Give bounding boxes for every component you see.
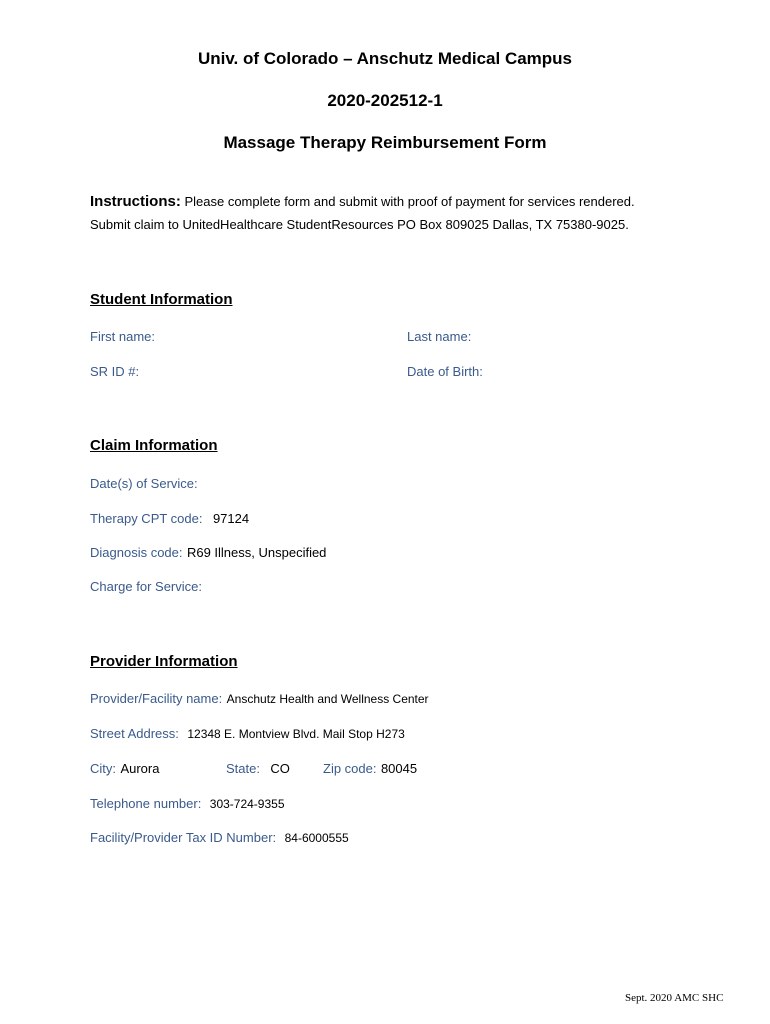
instructions-line-1 (90, 193, 635, 210)
state-value: CO (270, 761, 290, 776)
srid-label: SR ID #: (90, 364, 140, 379)
cpt-code-value: 97124 (212, 511, 250, 526)
cpt-code-row (90, 510, 249, 528)
charge-label: Charge for Service: (90, 579, 202, 594)
city-row (90, 760, 159, 778)
student-info-heading: Student Information (90, 291, 233, 308)
diagnosis-code-value: R69 Illness, Unspecified (186, 545, 327, 560)
instructions-text-1: Please complete form and submit with proof of payment for services rendered. (184, 194, 635, 209)
tax-id-label: Facility/Provider Tax ID Number: (90, 830, 277, 845)
cpt-code-label: Therapy CPT code: (90, 511, 203, 526)
claim-info-heading: Claim Information (90, 437, 218, 454)
zip-row (323, 760, 417, 778)
dates-of-service-label: Date(s) of Service: (90, 476, 198, 491)
form-number: 2020-202512-1 (327, 91, 443, 110)
form-title: Massage Therapy Reimbursement Form (223, 133, 547, 152)
tax-id-value: 84-6000555 (284, 831, 349, 845)
last-name-label: Last name: (407, 329, 472, 344)
zip-code-label: Zip code: (323, 761, 377, 776)
street-address-value: 12348 E. Montview Blvd. Mail Stop H273 (187, 727, 405, 741)
diagnosis-row (90, 544, 326, 562)
state-label: State: (226, 761, 260, 776)
telephone-label: Telephone number: (90, 796, 202, 811)
dob-label: Date of Birth: (407, 364, 483, 379)
instructions-label: Instructions: (90, 193, 181, 210)
state-row (226, 760, 290, 778)
facility-name-label: Provider/Facility name: (90, 691, 223, 706)
street-row (90, 725, 405, 743)
diagnosis-code-label: Diagnosis code: (90, 545, 183, 560)
footer-note: Sept. 2020 AMC SHC (625, 992, 724, 1004)
phone-row (90, 795, 285, 813)
institution-title: Univ. of Colorado – Anschutz Medical Campus (197, 49, 573, 68)
taxid-row (90, 829, 349, 847)
city-label: City: (90, 761, 116, 776)
facility-row (90, 690, 429, 708)
zip-code-value: 80045 (380, 761, 418, 776)
street-address-label: Street Address: (90, 726, 179, 741)
provider-info-heading: Provider Information (90, 653, 238, 670)
first-name-label: First name: (90, 329, 156, 344)
city-value: Aurora (120, 761, 160, 776)
facility-name-value: Anschutz Health and Wellness Center (226, 692, 429, 706)
telephone-value: 303-724-9355 (209, 797, 285, 811)
instructions-line-2: Submit claim to UnitedHealthcare StudentResources PO Box 809025 Dallas, TX 75380-9025. (90, 217, 629, 232)
